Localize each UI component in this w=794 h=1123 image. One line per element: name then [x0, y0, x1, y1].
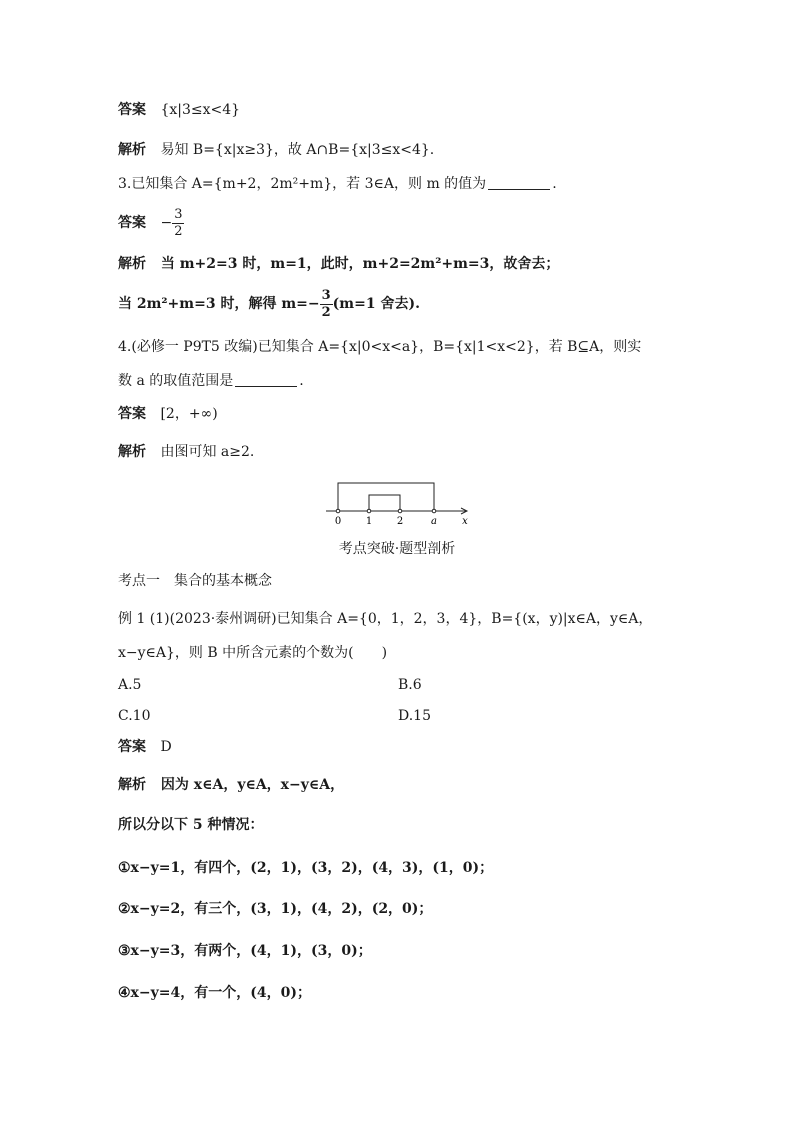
case-2: ②x−y=2，有三个，(3，1)，(4，2)，(2，0)；: [118, 901, 433, 917]
example-1-line-1: [118, 609, 652, 629]
case-3: ③x−y=3，有两个，(4，1)，(3，0)；: [118, 943, 372, 959]
example-1-text-2: x−y∈A}，则 B 中所含元素的个数为( ): [118, 645, 388, 661]
choice-d: D.15: [398, 708, 431, 724]
explanation-label: 解析: [118, 142, 146, 158]
explanation-3-text: 当 m+2=3 时，m=1，此时，m+2=2m²+m=3，故舍去；: [160, 256, 560, 272]
section-caption: 考点突破·题型剖析: [338, 541, 456, 557]
example-1-answer: [118, 737, 172, 757]
explanation-4: [118, 442, 254, 462]
explanation-3-line-2: [118, 287, 420, 321]
tick-label-2: 2: [396, 516, 404, 527]
explanation-3b-post: (m=1 舍去).: [332, 296, 420, 312]
topic-title: [118, 571, 272, 591]
explanation-label: 解析: [118, 256, 146, 272]
case-1: ①x−y=1，有四个，(2，1)，(3，2)，(4，3)，(1，0)；: [118, 860, 494, 876]
set-b-box: [369, 495, 400, 511]
fraction-denominator: 2: [321, 304, 331, 320]
explanation-4-text: 由图可知 a≥2.: [160, 444, 255, 460]
answer-label: 答案: [118, 102, 146, 118]
question-3-period: .: [552, 176, 557, 192]
question-4-line-2: [118, 371, 304, 391]
example-1-line-2: [118, 643, 387, 663]
fraction-numerator: 3: [321, 287, 331, 303]
explanation-line-1: [118, 140, 434, 160]
point-2: [398, 509, 402, 513]
number-line-figure: [320, 478, 480, 528]
example-1-text: 例 1 (1)(2023·泰州调研)已知集合 A={0，1，2，3，4}，B={(x，y)|x∈A，y∈A，: [118, 611, 653, 627]
answer-text: {x|3≤x<4}: [160, 102, 241, 118]
answer-4: [118, 404, 218, 424]
explanation-label: 解析: [118, 777, 146, 793]
answer-3: [118, 206, 184, 240]
example-1-answer-text: D: [160, 739, 172, 755]
choice-b: B.6: [398, 677, 422, 693]
answer-4-text: [2，+∞): [160, 406, 218, 422]
choice-c: C.10: [118, 708, 151, 724]
question-4-line-1: [118, 337, 641, 357]
question-3-text: 3.已知集合 A={m+2，2m²+m}，若 3∈A，则 m 的值为: [118, 176, 487, 192]
tick-label-a: a: [431, 516, 437, 527]
answer-3-fraction: [172, 207, 184, 240]
example-1-explanation-text: 因为 x∈A，y∈A，x−y∈A，: [160, 777, 345, 793]
example-1-explanation: [118, 775, 344, 795]
answer-label: 答案: [118, 215, 146, 231]
explanation-text: 易知 B={x|x≥3}，故 A∩B={x|3≤x<4}.: [160, 142, 435, 158]
answer-blank: [488, 177, 550, 190]
answer-label: 答案: [118, 739, 146, 755]
answer-blank: [235, 374, 297, 387]
explanation-3b-fraction: [320, 288, 333, 321]
fraction-numerator: 3: [174, 206, 183, 222]
choice-a: A.5: [118, 677, 142, 693]
point-a: [432, 509, 436, 513]
axis-label-x: x: [462, 516, 468, 527]
set-a-box: [338, 483, 434, 511]
question-4-period: .: [299, 373, 304, 389]
fraction-denominator: 2: [174, 223, 183, 239]
point-0: [336, 509, 340, 513]
cases-intro: 所以分以下 5 种情况：: [118, 817, 264, 833]
answer-label: 答案: [118, 406, 146, 422]
answer-3-sign: −: [160, 215, 173, 231]
question-4-text: 4.(必修一 P9T5 改编)已知集合 A={x|0<x<a}，B={x|1<x<2}，若 B⊆A，则实: [118, 339, 642, 355]
topic-title-text: 考点一 集合的基本概念: [118, 573, 272, 589]
tick-label-0: 0: [334, 516, 342, 527]
tick-label-1: 1: [365, 516, 373, 527]
case-4: ④x−y=4，有一个，(4，0)；: [118, 985, 311, 1001]
answer-line-1: [118, 100, 240, 120]
explanation-3b-pre: 当 2m²+m=3 时，解得 m=−: [118, 296, 320, 312]
explanation-3-line-1: [118, 254, 559, 274]
question-4-text-2: 数 a 的取值范围是: [118, 373, 234, 389]
question-3: [118, 174, 557, 194]
point-1: [367, 509, 371, 513]
explanation-label: 解析: [118, 444, 146, 460]
